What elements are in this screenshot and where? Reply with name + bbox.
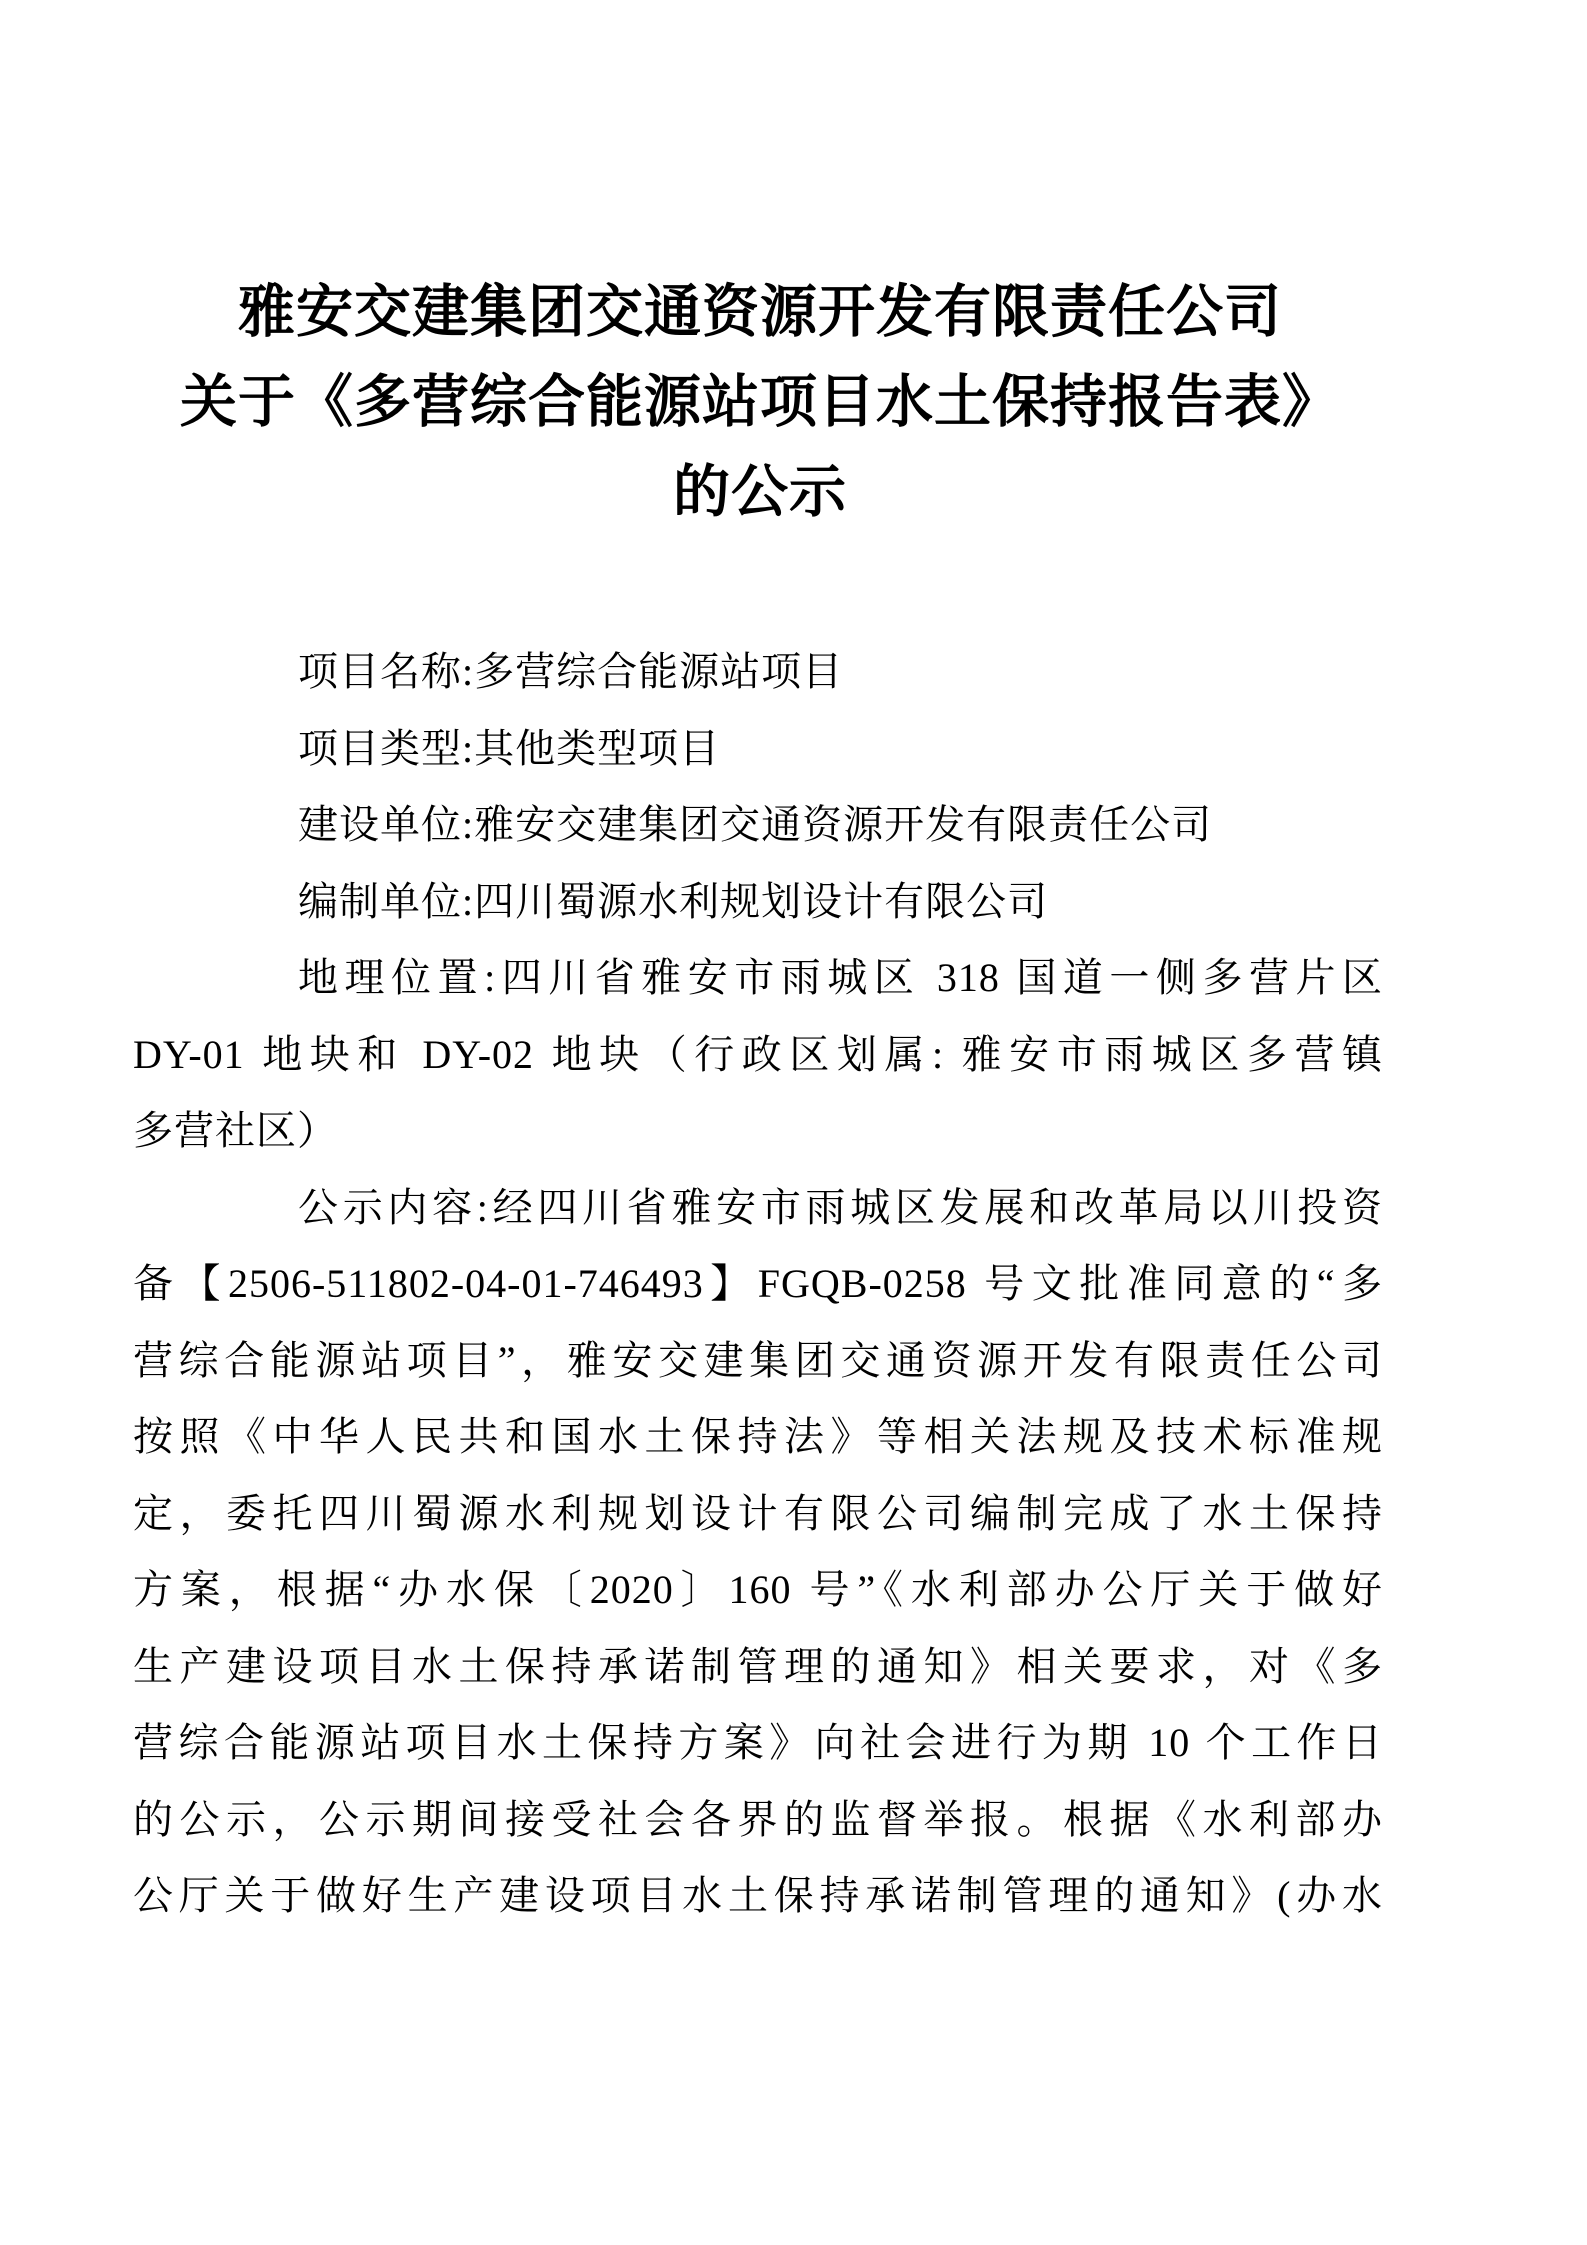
body-line-content-6: 方案，根据“办水保〔2020〕160 号”《水利部办公厅关于做好 [133, 1567, 1383, 1612]
body-line-content-4: 按照《中华人民共和国水土保持法》等相关法规及技术标准规 [133, 1414, 1383, 1459]
body-line-content-2: 备【2506-511802-04-01-746493】FGQB-0258 号文批准同意的“多 [133, 1261, 1383, 1306]
body-line-location-1: 地理位置:四川省雅安市雨城区 318 国道一侧多营片区 [298, 955, 1383, 1000]
body-line-content-10: 公厅关于做好生产建设项目水土保持承诺制管理的通知》(办水 [133, 1873, 1383, 1918]
document-body [133, 634, 1383, 1935]
body-line-location-3: 多营社区） [133, 1108, 338, 1153]
body-line-compiler: 编制单位:四川蜀源水利规划设计有限公司 [298, 878, 1049, 924]
body-line-content-3: 营综合能源站项目”，雅安交建集团交通资源开发有限责任公司 [133, 1337, 1383, 1383]
body-line-project-name: 项目名称:多营综合能源站项目 [298, 649, 844, 694]
body-line-content-5: 定，委托四川蜀源水利规划设计有限公司编制完成了水土保持 [133, 1490, 1383, 1536]
body-line-content-7: 生产建设项目水土保持承诺制管理的通知》相关要求，对《多 [133, 1643, 1383, 1689]
body-line-content-1: 公示内容:经四川省雅安市雨城区发展和改革局以川投资 [298, 1184, 1383, 1230]
body-line-project-type: 项目类型:其他类型项目 [298, 725, 721, 771]
document-title-line-1: 雅安交建集团交通资源开发有限责任公司 [238, 281, 1282, 344]
body-line-content-9: 的公示，公示期间接受社会各界的监督举报。根据《水利部办 [133, 1796, 1383, 1842]
body-line-location-2: DY-01 地块和 DY-02 地块（行政区划属: 雅安市雨城区多营镇 [133, 1031, 1383, 1077]
body-line-content-8: 营综合能源站项目水土保持方案》向社会进行为期 10 个工作日 [133, 1720, 1383, 1765]
document-title [133, 268, 1387, 538]
body-line-builder: 建设单位:雅安交建集团交通资源开发有限责任公司 [298, 802, 1213, 847]
document-title-line-3: 的公示 [673, 461, 847, 524]
document-title-line-2: 关于《多营综合能源站项目水土保持报告表》 [180, 371, 1340, 434]
